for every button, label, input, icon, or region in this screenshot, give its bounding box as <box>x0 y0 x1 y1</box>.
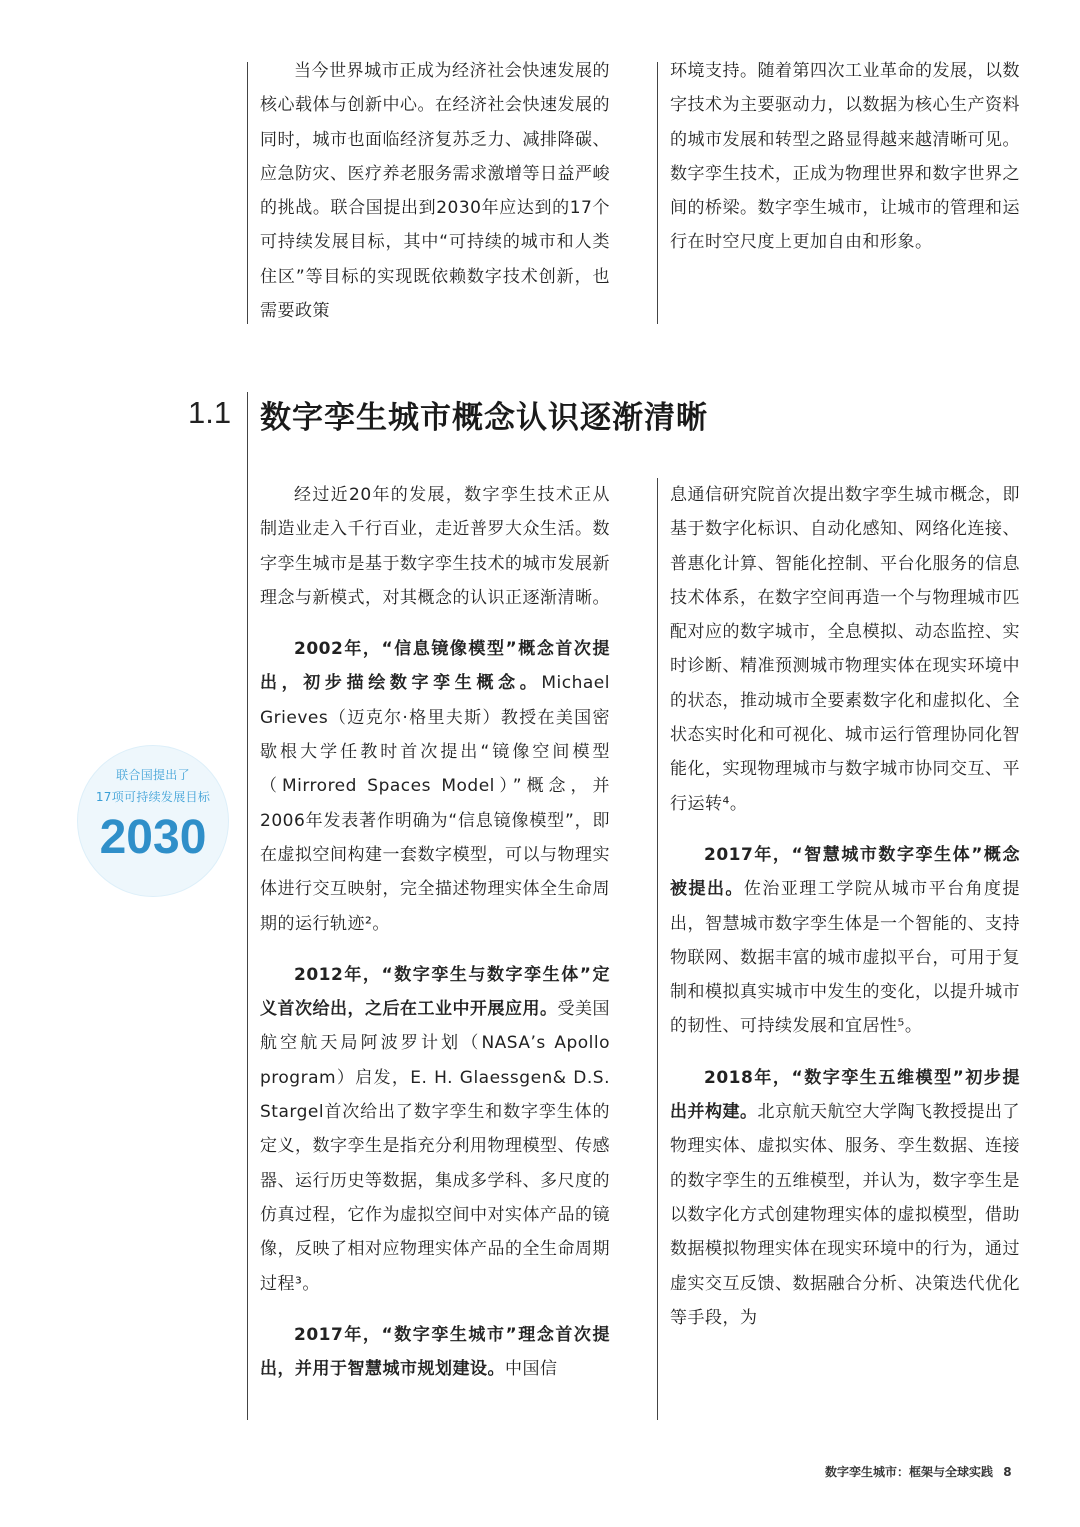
intro-right-paragraph: 环境支持。随着第四次工业革命的发展，以数字技术为主要驱动力，以数据为核心生产资料的城市发展和转型之路显得越来越清晰可见。数字孪生技术，正成为物理世界和数字世界之间的桥梁。数字孪生城市，让城市的管理和运行在时空尺度上更加自由和形象。 <box>670 61 1020 253</box>
paragraph-lead: 2017年，“智慧城市数字孪生体”概念被提出。 <box>670 844 1020 900</box>
intro-right-rule <box>657 62 658 324</box>
footer-title: 数字孪生城市：框架与全球实践 <box>825 1465 994 1479</box>
body-left-paragraph-1: 经过近20年的发展，数字孪生技术正从制造业走入千行百业，走近普罗大众生活。数字孪生城市是基于数字孪生技术的城市发展新理念与新模式，对其概念的认识正逐渐清晰。 <box>260 485 610 608</box>
paragraph-text: 北京航天航空大学陶飞教授提出了物理实体、虚拟实体、服务、孪生数据、连接的数字孪生的五维模型，并认为，数字孪生是以数字化方式创建物理实体的虚拟模型，借助数据模拟物理实体在现实环境中的行为，通过虚实交互反馈、数据融合分析、决策迭代优化等手段，为 <box>670 1102 1020 1328</box>
intro-left-column <box>260 54 610 328</box>
stat-number: 2030 <box>99 811 207 864</box>
page-footer <box>825 1463 1012 1480</box>
paragraph-text: Michael Grieves（迈克尔·格里夫斯）教授在美国密歇根大学任教时首次提出“镜像空间模型（Mirrored Spaces Model）”概念，并2006年发表著作明确为“信息镜像模型”，即在虚拟空间构建一套数字模型，可以与物理实体进行交互映射，完全描述物理实体全生命周期的运行轨迹²。 <box>260 673 610 934</box>
paragraph-lead: 2012年，“数字孪生与数字孪生体”定义首次给出，之后在工业中开展应用。 <box>260 964 610 1020</box>
paragraph-lead: 2002年，“信息镜像模型”概念首次提出，初步描绘数字孪生概念。 <box>260 639 610 694</box>
body-right-rule <box>657 478 658 1420</box>
intro-left-paragraph: 当今世界城市正成为经济社会快速发展的核心载体与创新中心。在经济社会快速发展的同时，城市也面临经济复苏乏力、减排降碳、应急防灾、医疗养老服务需求激增等日益严峻的挑战。联合国提出到2030年应达到的17个可持续发展目标，其中“可持续的城市和人类住区”等目标的实现既依赖数字技术创新，也需要政策 <box>260 61 610 322</box>
intro-right-column <box>670 54 1020 260</box>
page-number: 8 <box>1003 1465 1012 1479</box>
stat-callout <box>77 745 229 897</box>
paragraph-lead: 2018年，“数字孪生五维模型”初步提出并构建。 <box>670 1067 1020 1123</box>
intro-left-rule <box>247 62 248 324</box>
body-left-paragraph-2 <box>260 632 610 941</box>
paragraph-text: 受美国航空航天局阿波罗计划（NASA’s Apollo program）启发，E. H. Glaessgen& D.S. Stargel首次给出了数字孪生和数字孪生体的定义，数字孪生是指充分利用物理模型、传感器、运行历史等数据，集成多学科、多尺度的仿真过程，它作为虚拟空间中对实体产品的镜像，反映了相对应物理实体产品的全生命周期过程³。 <box>260 999 610 1294</box>
section-divider <box>247 392 248 1420</box>
body-right-paragraph-2 <box>670 838 1020 1044</box>
paragraph-text: 中国信 <box>505 1359 558 1380</box>
body-right-column <box>670 478 1020 1335</box>
paragraph-text: 佐治亚理工学院从城市平台角度提出，智慧城市数字孪生体是一个智能的、支持物联网、数据丰富的城市虚拟平台，可用于复制和模拟真实城市中发生的变化，以提升城市的韧性、可持续发展和宜居性⁵。 <box>670 879 1021 1037</box>
stat-caption-line1: 联合国提出了 <box>116 768 190 782</box>
body-right-paragraph-1: 息通信研究院首次提出数字孪生城市概念，即基于数字化标识、自动化感知、网络化连接、普惠化计算、智能化控制、平台化服务的信息技术体系，在数字空间再造一个与物理城市匹配对应的数字城市，全息模拟、动态监控、实时诊断、精准预测城市物理实体在现实环境中的状态，推动城市全要素数字化和虚拟化、全状态实时化和可视化、城市运行管理协同化智能化，实现物理城市与数字城市协同交互、平行运转⁴。 <box>670 485 1020 814</box>
section-title: 数字孪生城市概念认识逐渐清晰 <box>260 400 708 436</box>
body-right-paragraph-3 <box>670 1061 1020 1335</box>
body-left-column <box>260 478 610 1386</box>
paragraph-lead: 2017年，“数字孪生城市”理念首次提出，并用于智慧城市规划建设。 <box>260 1324 610 1380</box>
stat-caption-line2: 17项可持续发展目标 <box>95 790 211 804</box>
body-left-paragraph-4 <box>260 1318 610 1387</box>
section-number: 1.1 <box>188 395 232 430</box>
body-left-paragraph-3 <box>260 958 610 1301</box>
